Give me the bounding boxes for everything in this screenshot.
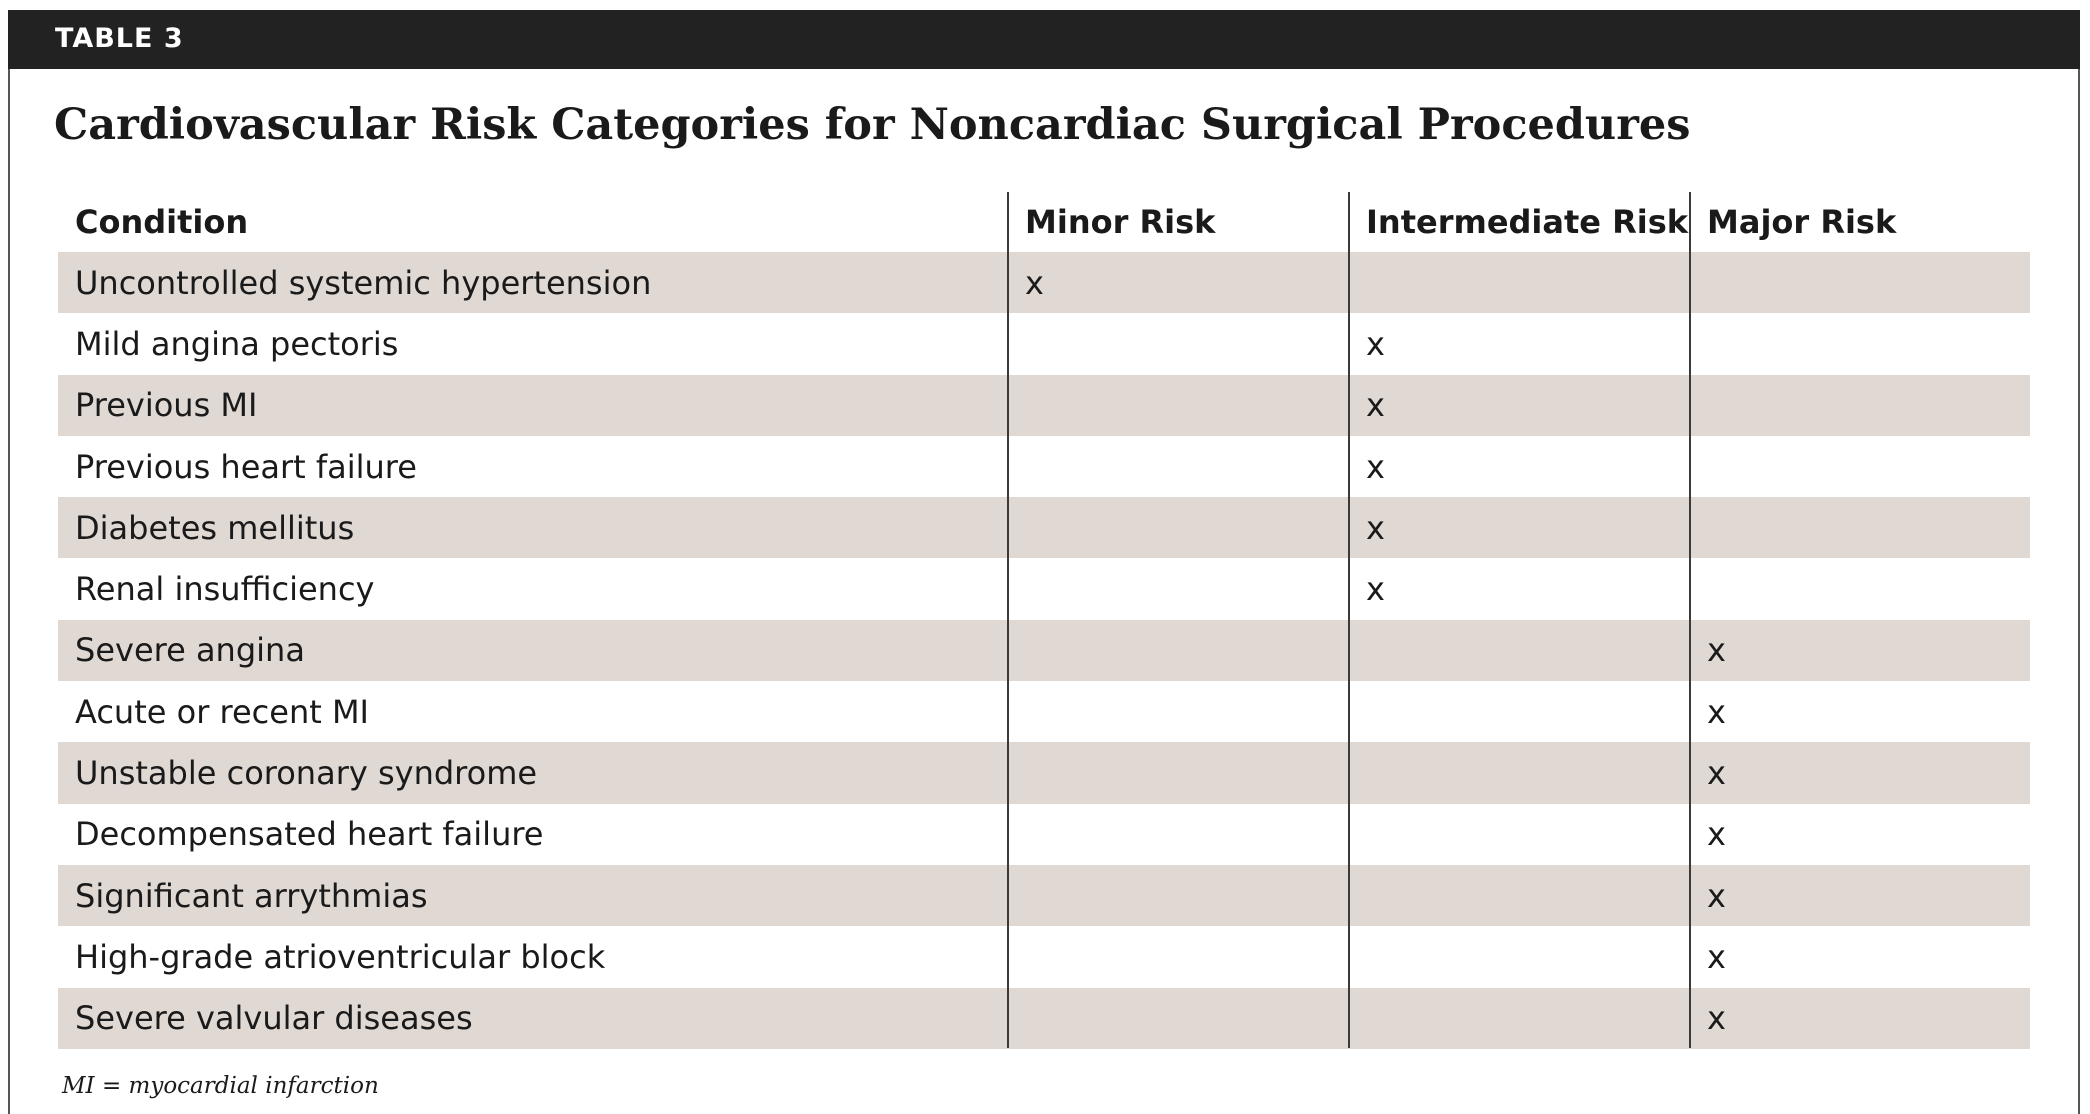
- minor-risk-cell: [1008, 558, 1349, 619]
- table-row: [58, 375, 2030, 436]
- intermediate-risk-cell: [1349, 252, 1690, 313]
- table-row: [58, 988, 2030, 1049]
- table-row: [58, 497, 2030, 558]
- condition-cell: Significant arrythmias: [75, 876, 428, 915]
- minor-risk-cell: [1008, 681, 1349, 742]
- intermediate-risk-cell: x: [1366, 508, 1385, 547]
- condition-cell: Severe valvular diseases: [75, 999, 473, 1038]
- condition-cell: Previous MI: [75, 386, 258, 425]
- minor-risk-cell: [1008, 375, 1349, 436]
- major-risk-cell: [1690, 558, 2030, 619]
- table-row: [58, 804, 2030, 865]
- minor-risk-cell: [1008, 313, 1349, 374]
- table-row: [58, 742, 2030, 803]
- major-risk-cell: x: [1707, 815, 1726, 854]
- minor-risk-cell: [1008, 620, 1349, 681]
- column-divider: [1007, 192, 1009, 1048]
- table-header-row: [58, 192, 2030, 252]
- intermediate-risk-cell: x: [1366, 447, 1385, 486]
- minor-risk-cell: [1008, 865, 1349, 926]
- condition-cell: Unstable coronary syndrome: [75, 754, 538, 793]
- major-risk-cell: x: [1707, 754, 1726, 793]
- intermediate-risk-cell: [1349, 742, 1690, 803]
- column-header-intermediate-risk: Intermediate Risk: [1366, 203, 1689, 241]
- condition-cell: Renal insufficiency: [75, 570, 375, 609]
- column-header-minor-risk: Minor Risk: [1025, 203, 1216, 241]
- minor-risk-cell: x: [1025, 263, 1044, 302]
- major-risk-cell: x: [1707, 999, 1726, 1038]
- table-row: [58, 252, 2030, 313]
- column-header-major-risk: Major Risk: [1707, 203, 1897, 241]
- condition-cell: Mild angina pectoris: [75, 324, 399, 363]
- intermediate-risk-cell: x: [1366, 324, 1385, 363]
- intermediate-risk-cell: [1349, 681, 1690, 742]
- table-label: TABLE 3: [55, 23, 184, 54]
- major-risk-cell: [1690, 436, 2030, 497]
- risk-table: [58, 192, 2030, 1049]
- condition-cell: Diabetes mellitus: [75, 508, 355, 547]
- table-row: [58, 313, 2030, 374]
- major-risk-cell: x: [1707, 876, 1726, 915]
- major-risk-cell: x: [1707, 631, 1726, 670]
- intermediate-risk-cell: x: [1366, 570, 1385, 609]
- intermediate-risk-cell: [1349, 988, 1690, 1049]
- table-title: Cardiovascular Risk Categories for Noncardiac Surgical Procedures: [54, 100, 1691, 150]
- column-divider: [1348, 192, 1350, 1048]
- column-divider: [1689, 192, 1691, 1048]
- minor-risk-cell: [1008, 804, 1349, 865]
- condition-cell: Uncontrolled systemic hypertension: [75, 263, 652, 302]
- major-risk-cell: [1690, 375, 2030, 436]
- condition-cell: Previous heart failure: [75, 447, 417, 486]
- condition-cell: High-grade atrioventricular block: [75, 937, 606, 976]
- minor-risk-cell: [1008, 436, 1349, 497]
- major-risk-cell: [1690, 313, 2030, 374]
- minor-risk-cell: [1008, 742, 1349, 803]
- condition-cell: Decompensated heart failure: [75, 815, 544, 854]
- intermediate-risk-cell: [1349, 804, 1690, 865]
- condition-cell: Acute or recent MI: [75, 692, 369, 731]
- table-row: [58, 436, 2030, 497]
- major-risk-cell: [1690, 252, 2030, 313]
- minor-risk-cell: [1008, 497, 1349, 558]
- minor-risk-cell: [1008, 988, 1349, 1049]
- major-risk-cell: x: [1707, 692, 1726, 731]
- condition-cell: Severe angina: [75, 631, 305, 670]
- intermediate-risk-cell: [1349, 926, 1690, 987]
- table-row: [58, 865, 2030, 926]
- intermediate-risk-cell: x: [1366, 386, 1385, 425]
- table-row: [58, 558, 2030, 619]
- column-header-condition: Condition: [75, 203, 249, 241]
- intermediate-risk-cell: [1349, 865, 1690, 926]
- table-footnote: MI = myocardial infarction: [62, 1073, 379, 1099]
- table-row: [58, 926, 2030, 987]
- major-risk-cell: x: [1707, 937, 1726, 976]
- major-risk-cell: [1690, 497, 2030, 558]
- table-row: [58, 620, 2030, 681]
- minor-risk-cell: [1008, 926, 1349, 987]
- intermediate-risk-cell: [1349, 620, 1690, 681]
- table-header-bar: [8, 10, 2080, 69]
- table-row: [58, 681, 2030, 742]
